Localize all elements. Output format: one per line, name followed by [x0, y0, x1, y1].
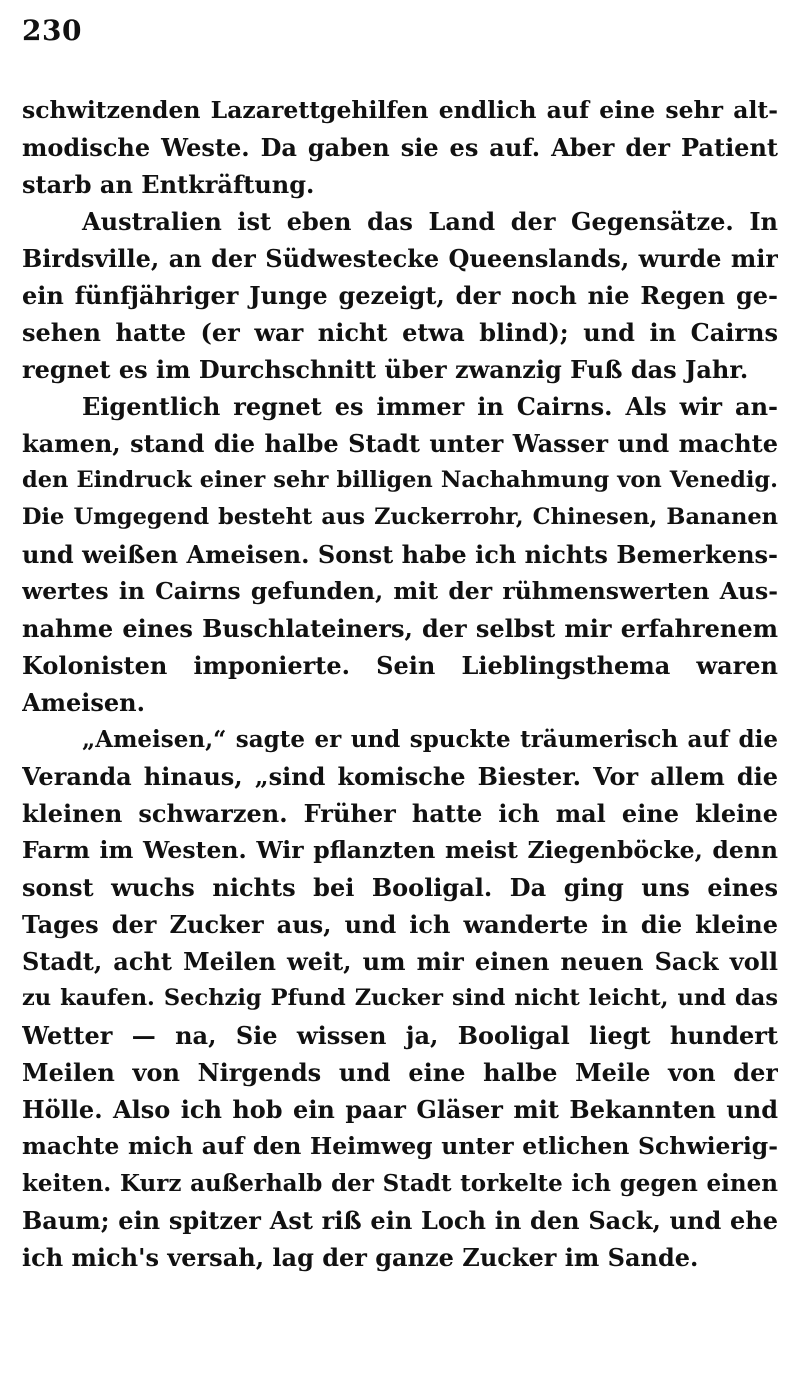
text-line: regnet es im Durchschnitt über zwanzig Fuß das Jahr. [22, 355, 749, 384]
text-line: machte mich auf den Heimweg unter etlichen Schwierig- [22, 1132, 778, 1160]
text-line: modische Weste. Da gaben sie es auf. Aber der Patient [22, 133, 778, 162]
text-line: Tages der Zucker aus, und ich wanderte in die kleine [22, 910, 778, 939]
text-line: Ameisen. [22, 688, 145, 717]
text-line: sehen hatte (er war nicht etwa blind); und in Cairns [22, 318, 778, 347]
text-line: Australien ist eben das Land der Gegensätze. In [82, 207, 778, 236]
text-line: den Eindruck einer sehr billigen Nachahmung von Venedig. [22, 467, 778, 493]
text-line: Stadt, acht Meilen weit, um mir einen neuen Sack voll [22, 947, 778, 976]
text-line: Eigentlich regnet es immer in Cairns. Als wir an- [82, 392, 778, 421]
text-line: wertes in Cairns gefunden, mit der rühmenswerten Aus- [22, 577, 778, 605]
text-line: Die Umgegend besteht aus Zuckerrohr, Chinesen, Bananen [22, 504, 778, 530]
text-line: Birdsville, an der Südwestecke Queenslands, wurde mir [22, 244, 778, 273]
page-number: 230 [22, 14, 82, 47]
text-line: ich mich's versah, lag der ganze Zucker im Sande. [22, 1243, 699, 1272]
text-line: Hölle. Also ich hob ein paar Gläser mit Bekannten und [22, 1095, 778, 1124]
text-line: Meilen von Nirgends und eine halbe Meile von der [22, 1058, 778, 1087]
text-line: kleinen schwarzen. Früher hatte ich mal eine kleine [22, 799, 778, 828]
text-line: Baum; ein spitzer Ast riß ein Loch in den Sack, und ehe [22, 1206, 778, 1235]
text-line: und weißen Ameisen. Sonst habe ich nichts Bemerkens- [22, 540, 778, 569]
text-line: kamen, stand die halbe Stadt unter Wasser und machte [22, 429, 778, 458]
text-line: Veranda hinaus, „sind komische Biester. Vor allem die [22, 762, 778, 791]
text-line: keiten. Kurz außerhalb der Stadt torkelte ich gegen einen [22, 1170, 778, 1197]
text-line: „Ameisen,“ sagte er und spuckte träumerisch auf die [82, 726, 778, 753]
text-line: Wetter — na, Sie wissen ja, Booligal liegt hundert [22, 1021, 778, 1050]
text-line: sonst wuchs nichts bei Booligal. Da ging uns eines [22, 873, 778, 902]
text-line: schwitzenden Lazarettgehilfen endlich auf eine sehr alt- [22, 96, 778, 124]
text-line: nahme eines Buschlateiners, der selbst mir erfahrenem [22, 614, 778, 643]
text-line: Kolonisten imponierte. Sein Lieblingsthema waren [22, 651, 778, 680]
text-line: ein fünfjähriger Junge gezeigt, der noch nie Regen ge- [22, 281, 778, 310]
text-line: zu kaufen. Sechzig Pfund Zucker sind nicht leicht, und das [22, 985, 778, 1011]
body-text [22, 92, 778, 1276]
text-line: Farm im Westen. Wir pflanzten meist Ziegenböcke, denn [22, 836, 778, 864]
text-line: starb an Entkräftung. [22, 170, 315, 199]
